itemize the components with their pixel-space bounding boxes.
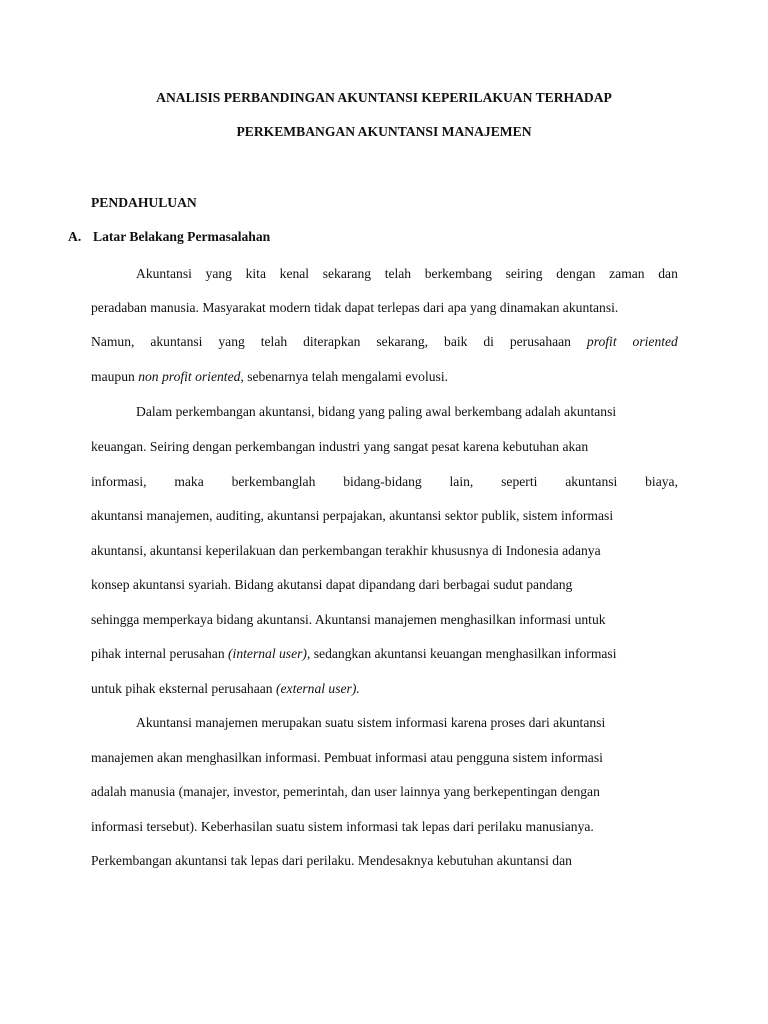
word: diterapkan (303, 334, 361, 349)
word: sekarang (322, 266, 372, 281)
italic-term: (external user). (275, 681, 360, 696)
paragraph-1-line-1 (136, 266, 678, 282)
paragraph-1-line-2: peradaban manusia. Masyarakat modern tidak dapat terlepas dari apa yang dinamakan akuntansi. (91, 300, 619, 315)
word: baik (444, 334, 468, 349)
paragraph-3-line-3: adalah manusia (manajer, investor, pemerintah, dan user lainnya yang berkepentingan dengan (91, 784, 600, 799)
word: dan (658, 266, 678, 281)
paragraph-2-line-2: keuangan. Seiring dengan perkembangan industri yang sangat pesat karena kebutuhan akan (91, 439, 589, 454)
paragraph-3-line-4: informasi tersebut). Keberhasilan suatu sistem informasi tak lepas dari perilaku manusianya. (91, 819, 594, 834)
word: maka (174, 474, 204, 489)
word: telah (260, 334, 288, 349)
document-title-line-1: ANALISIS PERBANDINGAN AKUNTANSI KEPERILAKUAN TERHADAP (156, 90, 612, 105)
text-span: sedangkan akuntansi keuangan menghasilkan informasi (310, 646, 617, 661)
word: seperti (501, 474, 538, 489)
word: dengan (556, 266, 596, 281)
word: berkembanglah (231, 474, 316, 489)
word: kenal (279, 266, 310, 281)
italic-term: non profit oriented (138, 369, 241, 384)
paragraph-2-line-8 (91, 646, 678, 662)
text-span: untuk pihak eksternal perusahaan (91, 681, 276, 696)
subsection-title: Latar Belakang Permasalahan (93, 229, 271, 244)
word: kita (245, 266, 266, 281)
paragraph-2-line-6: konsep akuntansi syariah. Bidang akutansi dapat dipandang dari berbagai sudut pandang (91, 577, 573, 592)
document-title-line-2: PERKEMBANGAN AKUNTANSI MANAJEMEN (236, 124, 532, 139)
word: akuntansi (565, 474, 618, 489)
paragraph-2-line-4: akuntansi manajemen, auditing, akuntansi perpajakan, akuntansi sektor publik, sistem informasi (91, 508, 614, 523)
word: biaya, (645, 474, 678, 489)
paragraph-3-line-1: Akuntansi manajemen merupakan suatu sistem informasi karena proses dari akuntansi (136, 715, 606, 730)
italic-term: (internal user), (228, 646, 311, 661)
paragraph-3-line-5: Perkembangan akuntansi tak lepas dari perilaku. Mendesaknya kebutuhan akuntansi dan (91, 853, 572, 868)
word: di (483, 334, 494, 349)
subsection-letter: A. (68, 229, 82, 244)
word: Akuntansi (136, 266, 192, 281)
paragraph-2-line-3 (91, 474, 678, 490)
word: profit (586, 334, 617, 349)
paragraph-2-line-9 (91, 681, 678, 697)
word: perusahaan (509, 334, 571, 349)
word: lain, (449, 474, 474, 489)
text-span: , sebenarnya telah mengalami evolusi. (240, 369, 449, 384)
word: telah (384, 266, 412, 281)
text-span: pihak internal perusahan (91, 646, 229, 661)
paragraph-2-line-1: Dalam perkembangan akuntansi, bidang yang paling awal berkembang adalah akuntansi (136, 404, 617, 419)
word: seiring (505, 266, 543, 281)
word: berkembang (424, 266, 492, 281)
word: yang (205, 266, 232, 281)
paragraph-1-line-4 (91, 369, 678, 385)
section-heading: PENDAHULUAN (91, 195, 197, 210)
word: sekarang, (376, 334, 429, 349)
paragraph-3-line-2: manajemen akan menghasilkan informasi. Pembuat informasi atau pengguna sistem informasi (91, 750, 603, 765)
word: akuntansi (150, 334, 203, 349)
word: informasi, (91, 474, 147, 489)
word: Namun, (91, 334, 135, 349)
paragraph-2-line-5: akuntansi, akuntansi keperilakuan dan perkembangan terakhir khususnya di Indonesia adanya (91, 543, 601, 558)
paragraph-2-line-7: sehingga memperkaya bidang akuntansi. Akuntansi manajemen menghasilkan informasi untuk (91, 612, 606, 627)
word: zaman (609, 266, 645, 281)
word: oriented (632, 334, 678, 349)
word: bidang-bidang (343, 474, 422, 489)
word: yang (218, 334, 245, 349)
text-span: maupun (91, 369, 139, 384)
paragraph-1-line-3 (91, 334, 678, 350)
